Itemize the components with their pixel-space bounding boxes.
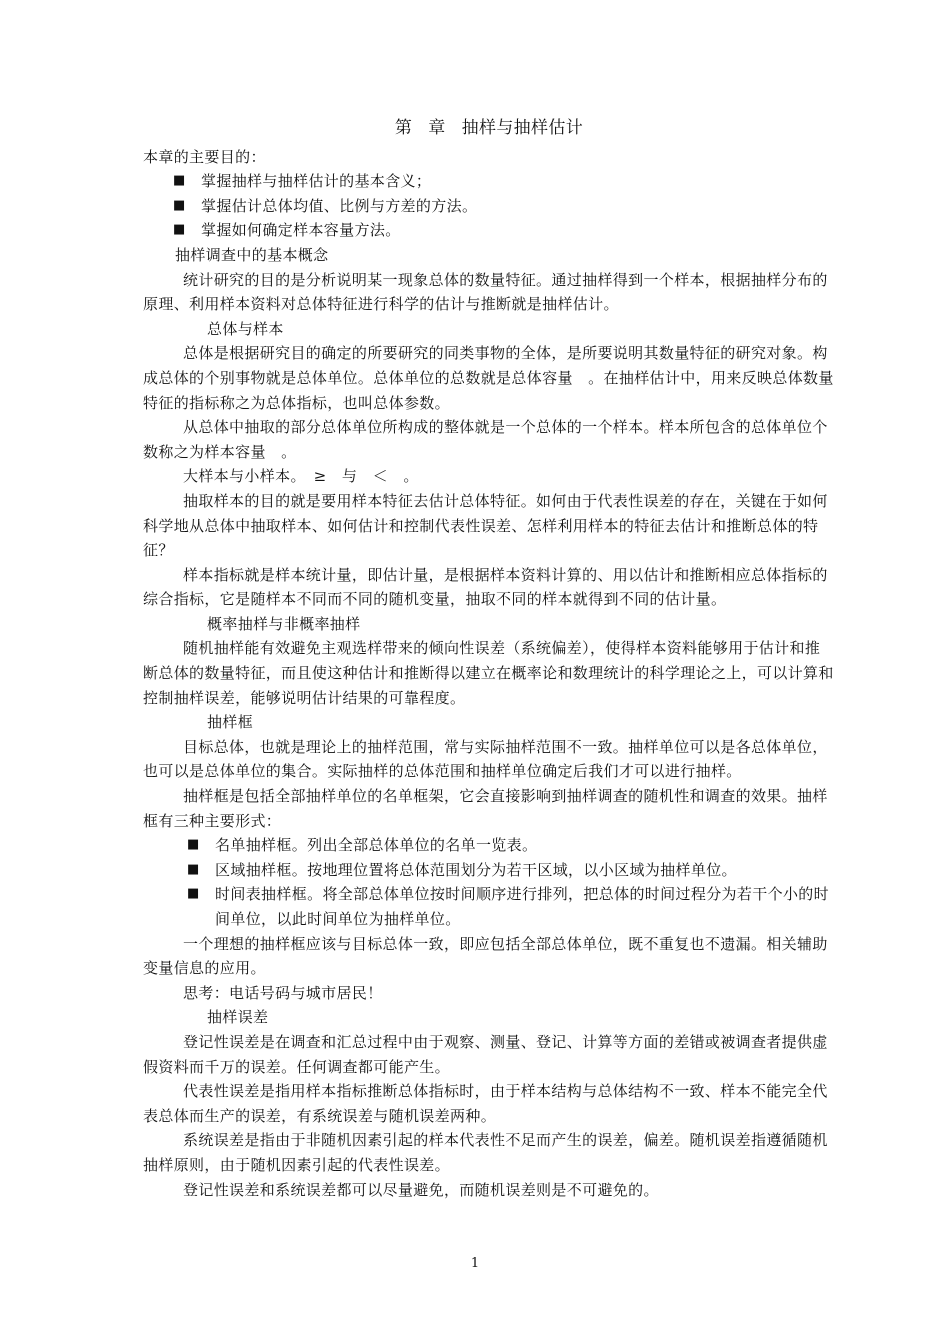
objective-item: ■ 掌握抽样与抽样估计的基本含义； [143,169,835,194]
title-part-3: 抽样与抽样估计 [461,118,584,138]
frame-type-item: ■ 时间表抽样框。将全部总体单位按时间顺序进行排列，把总体的时间过程分为若干个小的时间单位，以此时间单位为抽样单位。 [143,882,835,931]
frame-type-item: ■ 区域抽样框。按地理位置将总体范围划分为若干区域，以小区域为抽样单位。 [143,858,835,883]
paragraph: 代表性误差是指用样本指标推断总体指标时，由于样本结构与总体结构不一致、样本不能完全代表总体而生产的误差，有系统误差与随机误差两种。 [143,1082,828,1125]
paragraph: 一个理想的抽样框应该与目标总体一致，即应包括全部总体单位，既不重复也不遗漏。相关辅助变量信息的应用。 [143,934,828,978]
bullet-square-icon: ■ [187,861,200,877]
subsection-heading: 抽样框 [207,713,254,732]
paragraph: 目标总体，也就是理论上的抽样范围，常与实际抽样范围不一致。抽样单位可以是各总体单位，也可以是总体单位的集合。实际抽样的总体范围和抽样单位确定后我们才可以进行抽样。 [143,737,828,781]
paragraph: 登记性误差是在调查和汇总过程中由于观察、测量、登记、计算等方面的差错或被调查者提供虚假资料而千万的误差。任何调查都可能产生。 [143,1032,828,1076]
paragraph: 总体是根据研究目的确定的所要研究的同类事物的全体，是所要说明其数量特征的研究对象。构成总体的个别事物就是总体单位。总体单位的总数就是总体容量 。在抽样估计中，用来反映总体数量特征的指标称之为总体指标，也叫总体参数。 [143,344,834,412]
paragraph: 系统误差是指由于非随机因素引起的样本代表性不足而产生的误差，偏差。随机误差指遵循随机抽样原则，由于随机因素引起的代表性误差。 [143,1131,828,1174]
bullet-square-icon: ■ [173,173,186,189]
paragraph: 随机抽样能有效避免主观选样带来的倾向性误差（系统偏差），使得样本资料能够用于估计和推断总体的数量特征，而且使这种估计和推断得以建立在概率论和数理统计的科学理论之上，可以计算和控制抽样误差，能够说明估计结果的可靠程度。 [143,639,834,707]
bullet-square-icon: ■ [187,886,200,902]
frame-type-item: ■ 名单抽样框。列出全部总体单位的名单一览表。 [143,833,835,858]
paragraph: 统计研究的目的是分析说明某一现象总体的数量特征。通过抽样得到一个样本，根据抽样分布的原理、利用样本资料对总体特征进行科学的估计与推断就是抽样估计。 [143,270,828,314]
title-part-1: 第 [394,118,413,138]
paragraph: 思考：电话号码与城市居民！ [183,983,383,1002]
subsection-heading: 抽样误差 [207,1008,269,1027]
subsection-heading: 概率抽样与非概率抽样 [207,614,361,633]
bullet-square-icon: ■ [173,222,186,238]
objective-item: ■ 掌握估计总体均值、比例与方差的方法。 [143,194,835,219]
paragraph: 抽取样本的目的就是要用样本特征去估计总体特征。如何由于代表性误差的存在，关键在于如何科学地从总体中抽取样本、如何估计和控制代表性误差、怎样利用样本的特征去估计和推断总体的特征？ [143,491,828,560]
subsection-heading: 总体与样本 [207,319,284,338]
bullet-square-icon: ■ [187,837,200,853]
section-heading: 抽样调查中的基本概念 [175,245,329,264]
page-number: 1 [470,1256,480,1271]
chapter-title [143,116,835,141]
page-content [143,116,835,1202]
paragraph: 登记性误差和系统误差都可以尽量避免，而随机误差则是不可避免的。 [183,1180,659,1199]
objective-item: ■ 掌握如何确定样本容量方法。 [143,218,835,243]
objectives-heading: 本章的主要目的： [143,147,266,166]
paragraph: 从总体中抽取的部分总体单位所构成的整体就是一个总体的一个样本。样本所包含的总体单位个数称之为样本容量 。 [143,418,828,461]
title-part-2: 章 [428,118,446,138]
bullet-square-icon: ■ [173,197,186,213]
paragraph: 抽样框是包括全部抽样单位的名单框架，它会直接影响到抽样调查的随机性和调查的效果。抽样框有三种主要形式： [143,787,828,830]
paragraph: 样本指标就是样本统计量，即估计量，是根据样本资料计算的、用以估计和推断相应总体指标的综合指标，它是随样本不同而不同的随机变量，抽取不同的样本就得到不同的估计量。 [143,565,828,609]
paragraph: 大样本与小样本。 ≥ 与 ＜ 。 [183,467,419,486]
